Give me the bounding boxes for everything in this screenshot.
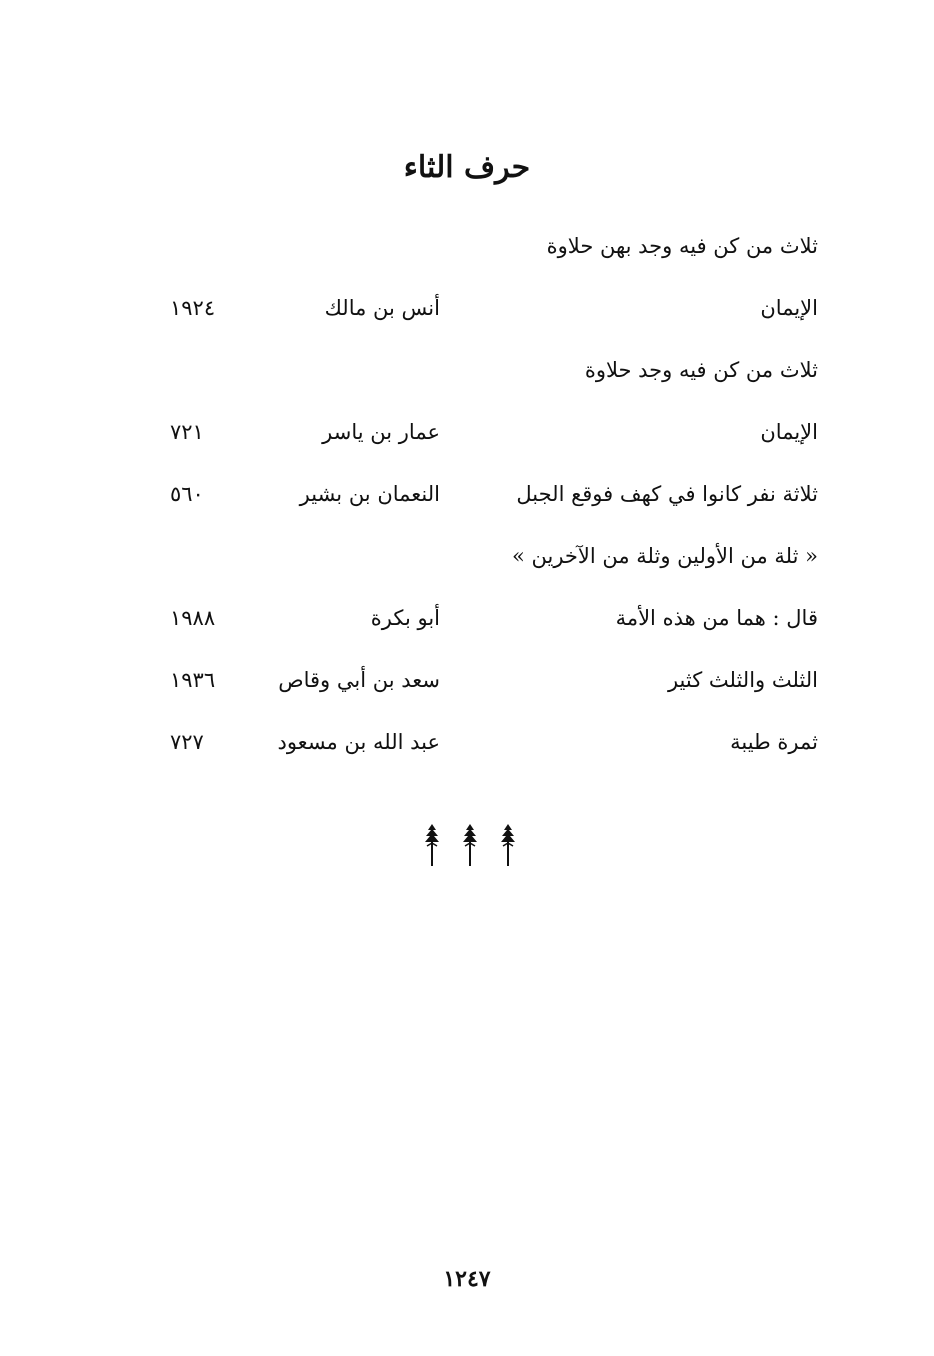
index-entry bbox=[0, 722, 934, 784]
hadith-text: « ثلة من الأولين وثلة من الآخرين » bbox=[511, 544, 818, 568]
hadith-text: ثلاث من كن فيه وجد حلاوة bbox=[584, 358, 818, 382]
narrator-name: عبد الله بن مسعود bbox=[277, 730, 440, 754]
reference-number: ١٩٣٦ bbox=[170, 668, 216, 692]
index-entry bbox=[0, 412, 934, 474]
reference-number: ٧٢٧ bbox=[170, 730, 204, 754]
hadith-text: الإيمان bbox=[760, 420, 818, 444]
fleuron-icon bbox=[420, 822, 444, 868]
fleuron-icon bbox=[496, 822, 520, 868]
index-entry bbox=[0, 598, 934, 660]
narrator-name: عمار بن ياسر bbox=[322, 420, 440, 444]
index-entry bbox=[0, 288, 934, 350]
index-entry bbox=[0, 226, 934, 288]
narrator-name: سعد بن أبي وقاص bbox=[278, 668, 440, 692]
hadith-index-list bbox=[0, 226, 934, 784]
reference-number: ١٩٢٤ bbox=[170, 296, 216, 320]
hadith-text: الثلث والثلث كثير bbox=[667, 668, 818, 692]
section-end-ornament bbox=[420, 822, 520, 868]
narrator-name: النعمان بن بشير bbox=[299, 482, 440, 506]
index-entry bbox=[0, 660, 934, 722]
reference-number: ٧٢١ bbox=[170, 420, 204, 444]
section-heading: حرف الثاء bbox=[403, 150, 531, 185]
reference-number: ٥٦٠ bbox=[170, 482, 204, 506]
narrator-name: أنس بن مالك bbox=[324, 296, 440, 320]
index-entry bbox=[0, 350, 934, 412]
index-entry bbox=[0, 536, 934, 598]
hadith-text: الإيمان bbox=[760, 296, 818, 320]
fleuron-icon bbox=[458, 822, 482, 868]
hadith-text: ثمرة طيبة bbox=[730, 730, 818, 754]
page-number: ١٢٤٧ bbox=[443, 1266, 491, 1292]
reference-number: ١٩٨٨ bbox=[170, 606, 216, 630]
narrator-name: أبو بكرة bbox=[370, 606, 440, 630]
hadith-text: ثلاثة نفر كانوا في كهف فوقع الجبل bbox=[516, 482, 818, 506]
hadith-text: ثلاث من كن فيه وجد بهن حلاوة bbox=[546, 234, 818, 258]
hadith-text: قال : هما من هذه الأمة bbox=[615, 606, 818, 630]
index-entry bbox=[0, 474, 934, 536]
